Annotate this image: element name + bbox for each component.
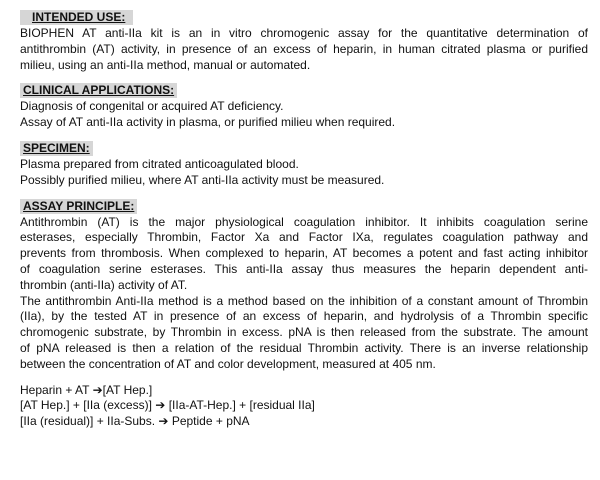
- equation-right: Peptide + pNA: [171, 414, 250, 429]
- equation-left: Heparin + AT: [20, 382, 90, 397]
- section-intended-use: [20, 10, 588, 73]
- text-line: of coagulation serine esterases. This anti-IIa assay thus measures the heparin dependent anti-: [20, 261, 588, 276]
- text-line: antithrombin (AT) activity, in presence of an excess of heparin, in human citrated plasma or purified: [20, 41, 588, 56]
- heading-intended-use: INTENDED USE:: [20, 10, 133, 25]
- text-line: Assay of AT anti-IIa activity in plasma, or purified milieu when required.: [20, 115, 396, 130]
- text-line: Possibly purified milieu, where AT anti-IIa activity must be measured.: [20, 172, 385, 187]
- arrow-right-icon: ➔: [158, 414, 169, 429]
- text-line: Antithrombin (AT) is the major physiological coagulation inhibitor. It inhibits coagulation serine: [20, 214, 588, 229]
- text-line: milieu, using an anti-IIa method, manual or automated.: [20, 57, 311, 72]
- arrow-right-icon: ➔: [92, 382, 103, 397]
- text-line: chromogenic substrate, by Thrombin in excess. pNA is then released from the substrate. The amount: [20, 325, 588, 340]
- heading-clinical-applications: CLINICAL APPLICATIONS:: [20, 83, 177, 98]
- section-clinical-applications: [20, 83, 588, 131]
- heading-specimen: SPECIMEN:: [20, 141, 93, 156]
- text-line: esterases, especially Thrombin, Factor Xa and Factor IXa, regulates coagulation pathway and: [20, 230, 588, 245]
- document-page: [20, 10, 588, 430]
- text-line: of pNA released is then a relation of the residual Thrombin activity. There is an inverse relationship: [20, 340, 588, 355]
- text-line: Plasma prepared from citrated anticoagulated blood.: [20, 156, 299, 171]
- text-line: thrombin (anti-IIa) activity of AT.: [20, 277, 188, 292]
- equation-left: [AT Hep.] + [IIa (excess)]: [20, 398, 152, 413]
- heading-assay-principle: ASSAY PRINCIPLE:: [20, 199, 137, 214]
- text-line: (IIa), by the tested AT in presence of an excess of heparin, and hydrolysis of a Thrombin specific: [20, 309, 588, 324]
- equation-line: [20, 398, 588, 414]
- section-specimen: [20, 141, 588, 189]
- specimen-body: [20, 157, 588, 189]
- arrow-right-icon: ➔: [155, 398, 166, 413]
- text-line: prevents from thrombosis. When complexed to heparin, AT becomes a potent and fast acting inhibitor: [20, 246, 588, 261]
- equation-line: [20, 383, 588, 399]
- equation-right: [IIa-AT-Hep.] + [residual IIa]: [168, 398, 315, 413]
- assay-principle-body: [20, 215, 588, 373]
- equation-left: [IIa (residual)] + IIa-Subs.: [20, 414, 156, 429]
- equation-line: [20, 414, 588, 430]
- text-line: Diagnosis of congenital or acquired AT deficiency.: [20, 99, 284, 114]
- intended-use-body: [20, 26, 588, 73]
- text-line: BIOPHEN AT anti-IIa kit is an in vitro chromogenic assay for the quantitative determination of: [20, 26, 588, 40]
- clinical-applications-body: [20, 99, 588, 131]
- text-line: The antithrombin Anti-IIa method is a method based on the inhibition of a constant amount of Thrombin: [20, 293, 588, 308]
- text-line: between the concentration of AT and color development, measured at 405 nm.: [20, 356, 436, 371]
- reaction-equations: [20, 383, 588, 430]
- section-assay-principle: [20, 199, 588, 373]
- equation-right: [AT Hep.]: [102, 382, 153, 397]
